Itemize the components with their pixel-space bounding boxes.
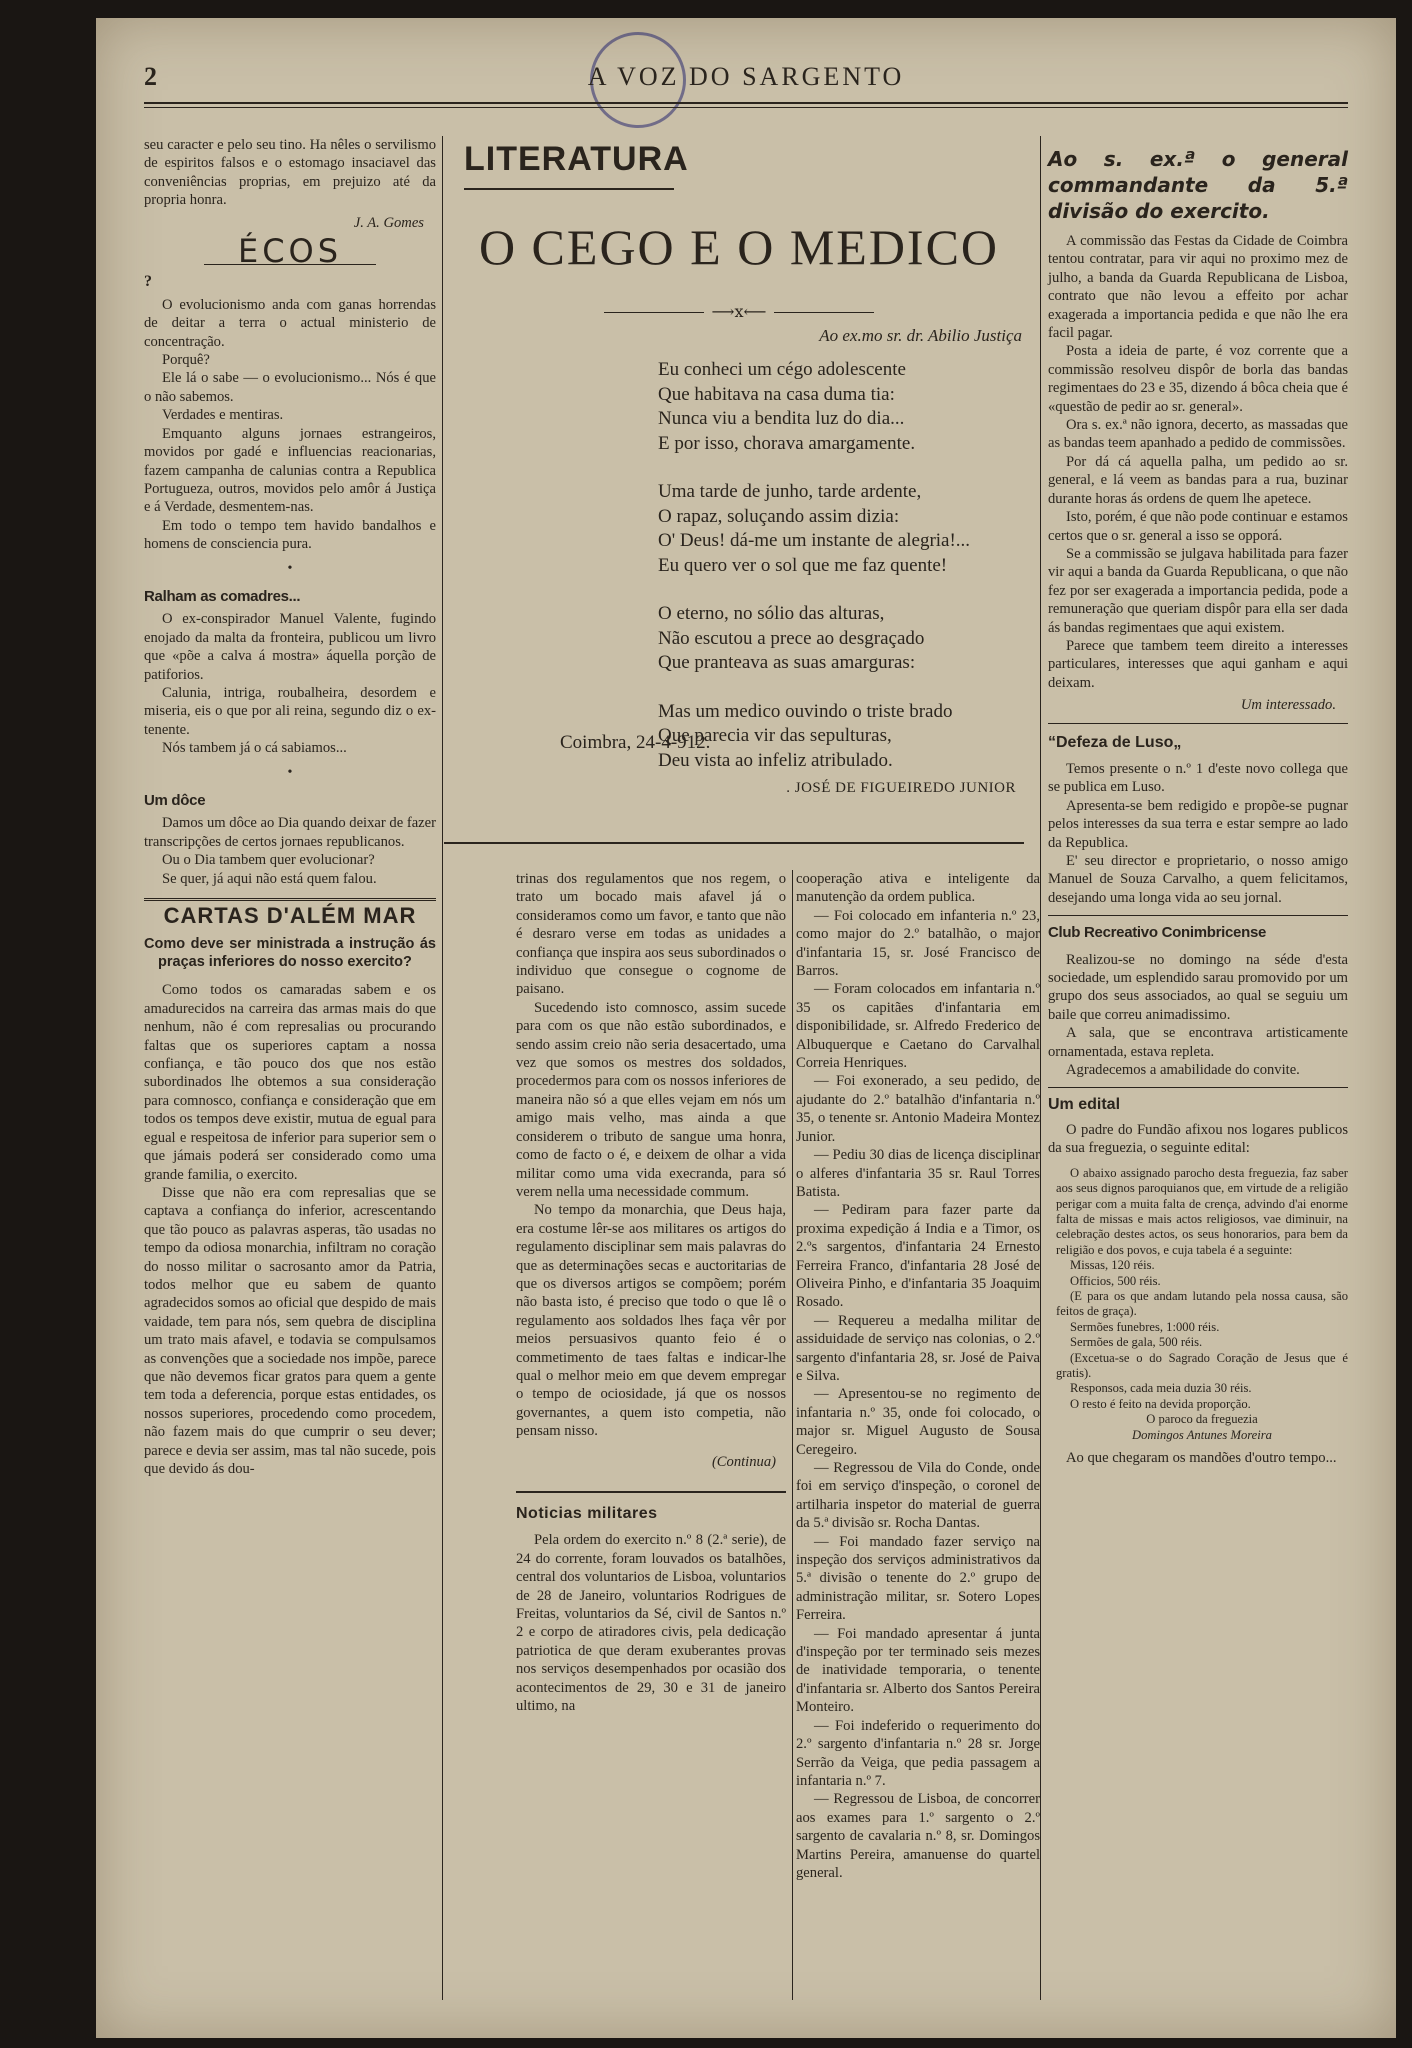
ralham-paragraph: Calunia, intriga, roubalheira, desordem e miseria, eis o que por ali reina, segundo diz o ex-tenente.	[144, 684, 436, 738]
ecos-heading: ÉCOS	[237, 232, 343, 271]
edital-heading: Um edital	[1048, 1096, 1121, 1114]
defeza-paragraph: Temos presente o n.º 1 d'este novo collega que se publica em Luso.	[1048, 760, 1348, 796]
column-divider	[442, 136, 443, 2000]
poem-line: Que habitava na casa duma tia:	[658, 383, 895, 405]
club-paragraph: Agradecemos a amabilidade do convite.	[1066, 1062, 1300, 1079]
poem-line: Eu quero ver o sol que me faz quente!	[658, 554, 948, 576]
separator-dot: •	[287, 764, 293, 780]
edital-line: Missas, 120 réis.	[1070, 1258, 1155, 1273]
noticia-item: — Foi mandado apresentar á junta d'inspeção por ter terminado seis mezes de inatividade temporaria, o tenente d'infantaria sr. Alberto dos Santos Pereira Monteiro.	[796, 1625, 1040, 1716]
doce-heading: Um dôce	[144, 792, 206, 809]
poem-line: Não escutou a prece ao desgraçado	[658, 627, 925, 649]
ecos-paragraph: Emquanto alguns jornaes estrangeiros, movidos por gadé e influencias reacionarias, fazem campanha de calunias contra a Republica Portugueza, outros, movidos pelo amôr á Justiça e á Verdade, desmentem-nas.	[144, 425, 436, 516]
literatura-bottom-rule	[444, 842, 1024, 844]
poem-dedication: Ao ex.mo sr. dr. Abilio Justiça	[819, 326, 1022, 345]
column-1	[144, 136, 436, 1478]
noticia-item: — Foi indeferido o requerimento do 2.º sargento d'infantaria n.º 28 sr. Jorge Serrão da Veiga, que pedia passagem a infantaria n.º 7.	[796, 1717, 1040, 1789]
edital-line: Officios, 500 réis.	[1070, 1273, 1161, 1288]
poem-line: O' Deus! dá-me um instante de alegria!...	[658, 530, 971, 551]
separator-dot: •	[287, 560, 293, 576]
general-heading: Ao s. ex.ª o general commandante da 5.ª divisão do exercito.	[1048, 147, 1348, 223]
intro-signature: J. A. Gomes	[353, 214, 424, 231]
ecos-paragraph: Porquê?	[162, 352, 210, 369]
poem-line: O rapaz, soluçando assim dizia:	[658, 505, 900, 527]
general-signature: Um interessado.	[1240, 697, 1336, 714]
defeza-paragraph: Apresenta-se bem redigido e propõe-se pugnar pelos interesses da sua terra e estar sempre ao lado da Republica.	[1048, 797, 1348, 851]
ornament-divider	[604, 302, 874, 322]
ecos-paragraph: Em todo o tempo tem havido bandalhos e homens de consciencia pura.	[144, 517, 436, 553]
literatura-underline	[464, 188, 674, 190]
edital-signer-title: O paroco da freguezia	[1146, 1412, 1258, 1427]
poem-line: Que parecia vir das sepulturas,	[658, 725, 892, 746]
ornament-glyph: ⟶ⅹ⟵	[704, 304, 775, 321]
poem-stanza	[658, 480, 970, 578]
club-heading: Club Recreativo Conimbricense	[1048, 924, 1267, 942]
ecos-paragraph: Ele lá o sabe — o evolucionismo... Nós é que o não sabemos.	[144, 370, 436, 405]
noticias-rule	[516, 1491, 786, 1493]
edital-line: (Excetua-se o do Sagrado Coração de Jesus que é gratis).	[1056, 1350, 1348, 1380]
poem-line: O eterno, no sólio das alturas,	[658, 603, 885, 624]
noticia-item: — Pediram para fazer parte da proxima expedição á India e a Timor, os 2.ºs sargentos, d'infantaria 24 Ernesto Ferreira Franco, d'infantaria 28 José de Oliveira Pinho, e d'infantaria 35 Joaquim Rosado.	[796, 1202, 1040, 1311]
column-divider	[1040, 136, 1041, 2000]
noticia-item: — Regressou de Vila do Conde, onde foi em serviço d'inspeção, o coronel de artilharia inspetor do material de guerra da 5.ª divisão sr. Rocha Dantas.	[796, 1460, 1040, 1532]
section-rule	[1048, 915, 1348, 916]
edital-line: Responsos, cada meia duzia 30 réis.	[1070, 1381, 1252, 1396]
continua-label: (Continua)	[711, 1453, 776, 1470]
noticia-item: — Foi exonerado, a seu pedido, de ajudante do 2.º batalhão d'infantaria n.º 35, o tenente sr. Antonio Madeira Montez Junior.	[796, 1073, 1040, 1145]
noticias-heading: Noticias militares	[516, 1505, 658, 1522]
poem-line: Uma tarde de junho, tarde ardente,	[658, 481, 922, 502]
ecos-paragraph: Verdades e mentiras.	[162, 407, 284, 424]
poem-author: . JOSÉ DE FIGUEIREDO JUNIOR	[786, 780, 1016, 796]
cartas-subheading: Como deve ser ministrada a instrução ás praças inferiores do nosso exercito?	[144, 936, 436, 971]
poem-line: E por isso, chorava amargamente.	[658, 432, 916, 454]
ralham-paragraph: O ex-conspirador Manuel Valente, fugindo enojado da malta da fronteira, publicou um livro que «põe a calva á mostra» áquella porção de patiforios.	[144, 611, 436, 683]
edital-intro: O padre do Fundão afixou nos logares publicos da sua freguezia, o seguinte edital:	[1048, 1121, 1348, 1157]
general-paragraph: Ora s. ex.ª não ignora, decerto, as massadas que as bandas teem apanhado a pedido de commissões.	[1048, 417, 1348, 452]
noticia-item: — Foi mandado fazer serviço na inspeção dos serviços administrativos da 5.ª divisão o tenente do 2.º grupo de administração militar, sr. Sotero Lopes Ferreira.	[796, 1533, 1040, 1624]
header-rule	[144, 102, 1348, 108]
general-paragraph: Parece que tambem teem direito a interesses particulares, interesses que aqui ganham e aqui deixam.	[1048, 637, 1348, 691]
general-paragraph: Isto, porém, é que não pode continuar e estamos certos que o sr. general a isso se opporá.	[1048, 509, 1348, 544]
cartas-continued-paragraph: trinas dos regulamentos que nos regem, o trato um bocado mais afavel já o consideramos como um favor, e tanto que não é desraro verse em todas as unidades a confiança que inspira aos seus subordinados o individuo que consegue o cognome de paisano.	[516, 871, 786, 998]
poem-place-date: Coimbra, 24-4-912.	[560, 732, 711, 753]
ecos-paragraph: O evolucionismo anda com ganas horrendas de deitar a terra o actual ministerio de concentração.	[144, 296, 436, 350]
intro-paragraph: seu caracter e pelo seu tino. Ha nêles o servilismo de espiritos falsos e o estomago insaciavel das conveniências proprias, em prejuizo até da propria honra.	[144, 137, 436, 209]
club-paragraph: A sala, que se encontrava artisticamente ornamentada, estava repleta.	[1048, 1025, 1348, 1060]
newspaper-page	[96, 18, 1396, 2038]
defeza-heading: “Defeza de Luso„	[1048, 733, 1182, 751]
defeza-paragraph: E' seu director e proprietario, o nosso amigo Manuel de Souza Carvalho, a quem felicitamos, desejando uma longa vida ao seu jornal.	[1048, 853, 1348, 906]
column-4	[1048, 136, 1348, 1467]
noticia-item: — Requereu a medalha militar de assiduidade de serviço nas colonias, o 2.º sargento d'infantaria 28, sr. José de Paiva e Silva.	[796, 1312, 1040, 1384]
noticia-item: — Foi colocado em infanteria n.º 23, como major do 2.º batalhão, o major d'infantaria 15, sr. José Francisco de Barros.	[796, 907, 1040, 980]
poem-line: Deu vista ao infeliz atribulado.	[658, 749, 893, 771]
edital-line: O resto é feito na devida proporção.	[1070, 1396, 1251, 1411]
general-paragraph: Posta a ideia de parte, é voz corrente que a commissão resolveu dispôr de borla das bandas regimentaes do 23 e 35, dizendo á bôca cheia que é «questão de pedir ao sr. general».	[1048, 343, 1348, 415]
poem-stanza	[658, 602, 970, 676]
section-rule	[1048, 723, 1348, 724]
cartas-continued-paragraph: Sucedendo isto comnosco, assim sucede para com os que não estão subordinados, e sendo assim creio não seria desacertado, uma vez que somos os mestres dos soldados, procedermos para com os nossos inferiores de maneira não só a que elles vejam em nós um amigo mais velho, mas ainda a que considerem o tributo de sangue uma honra, como de facto o é, e deixem de olhar a vida militar como uma vida execranda, para só verem nella uma necessidade commum.	[516, 999, 786, 1200]
edital-line: (E para os que andam lutando pela nossa causa, são feitos de graça).	[1056, 1288, 1348, 1319]
edital-line: O abaixo assignado parocho desta freguezia, faz saber aos seus dignos paroquianos que, em virtude de a religião perigar com a muita falta de crença, advindo d'ai enorme falta de missas e mais actos religiosos, vae diminuir, na celebração destes actos, os seus honorarios, para bem da religião e dos povos, e cuja tabela é a seguinte:	[1056, 1165, 1348, 1257]
doce-paragraph: Ou o Dia tambem quer evolucionar?	[162, 852, 375, 869]
masthead: A VOZ DO SARGENTO	[587, 62, 905, 91]
edital-text	[1056, 1166, 1348, 1443]
ralham-heading: Ralham as comadres...	[144, 587, 301, 605]
edital-signer-name: Domingos Antunes Moreira	[1132, 1427, 1272, 1442]
noticia-item: — Apresentou-se no regimento de infantaria n.º 35, onde foi colocado, o major sr. Miguel Augusto de Sousa Ceregeiro.	[796, 1386, 1040, 1458]
column-3	[796, 870, 1040, 1882]
cartas-heading: CARTAS D'ALÉM MAR	[163, 903, 417, 929]
ralham-paragraph: Nós tambem já o cá sabiamos...	[162, 740, 347, 757]
cartas-continued-paragraph: No tempo da monarchia, que Deus haja, era costume lêr-se aos militares os artigos do regulamento disciplinar sem mais palavras do que as determinações secas e auctoritarias de que os diversos artigos se compõem; porém não basta isto, é preciso que todo o que lê o regulamento aos soldados lhes faça vêr por meios persuasivos quanto feio é o commetimento de taes faltas e indicar-lhe qual o melhor meio em que devem empregar o tempo de ociosidade, já que os nossos governantes, a quem isto competia, não pensam nisso.	[516, 1202, 786, 1440]
section-rule	[1048, 1087, 1348, 1088]
edital-line: Sermões de gala, 500 réis.	[1070, 1335, 1203, 1350]
general-paragraph: Por dá cá aquella palha, um pedido ao sr. general, e lá veem as bandas para a rua, buzinar durante horas ás ordens de quem lhe apetece.	[1048, 453, 1348, 507]
cartas-paragraph: Disse que não era com represalias que se captava a confiança do inferior, acrescentando que tão pouco as palavras asperas, tão usadas no tempo da odiosa monarchia, infiltram no coração do nosso militar o sacrosanto amor da Patria, todos melhor que eu sabem de quanto agradecidos somos ao oficial que despido de mais vaidade, tem para nós, sem quebra de disciplina um trato mais afavel, e todavia se compulsamos as convenções que a sociedade nos impõe, parece que não devemos ficar gratos para quem a gente tem toda a deferencia, porque estas entidades, os nossos superiores, procedendo como procedem, não fazem mais do que cumprir o seu dever; parece e devia ser assim, mas tal não sucede, pois que devido ás dou-	[144, 1184, 436, 1477]
noticia-item: — Pediu 30 dias de licença disciplinar o alferes d'infantaria 35 sr. Raul Torres Batista.	[796, 1147, 1040, 1200]
noticia-item: cooperação ativa e inteligente da manutenção da ordem publica.	[796, 871, 1040, 906]
poem-line: Mas um medico ouvindo o triste brado	[658, 700, 953, 722]
column-2	[516, 870, 786, 1715]
question-mark: ?	[144, 273, 152, 291]
poem-line: Nunca viu a bendita luz do dia...	[658, 408, 905, 429]
poem-line: Que pranteava as suas amarguras:	[658, 652, 916, 673]
poem-line: Eu conheci um cégo adolescente	[658, 359, 906, 380]
noticia-item: — Regressou de Lisboa, de concorrer aos exames para 1.º sargento o 2.º sargento de cavalaria n.º 8, sr. Domingos Martins Pereira, amanuense do quartel general.	[796, 1791, 1040, 1881]
doce-paragraph: Damos um dôce ao Dia quando deixar de fazer transcripções de certos jornaes republicanos.	[144, 815, 436, 850]
noticia-item: — Foram colocados em infantaria n.º 35 os capitães d'infantaria em disponibilidade, sr. Alfredo Frederico de Albuquerque e Caetano do Carvalhal Correia Henriques.	[796, 981, 1040, 1072]
page-number: 2	[144, 62, 157, 91]
poem-title: O CEGO E O MEDICO	[478, 219, 1000, 275]
general-paragraph: A commissão das Festas da Cidade de Coimbra tentou contratar, para vir aqui no proximo mez de julho, a banda da Guarda Republicana de Lisboa, contrato que não levou a effeito por achar exagerada a importancia pedida e que não lhe era facil pagar.	[1048, 233, 1348, 342]
column-divider	[792, 870, 793, 2000]
literatura-heading: LITERATURA	[464, 140, 689, 178]
edital-outro: Ao que chegaram os mandões d'outro tempo...	[1066, 1450, 1337, 1466]
poem-stanza	[658, 358, 970, 456]
literatura-box	[444, 122, 1034, 822]
cartas-rule	[144, 898, 436, 901]
doce-paragraph: Se quer, já aqui não está quem falou.	[162, 870, 377, 887]
general-paragraph: Se a commissão se julgava habilitada para fazer vir aqui a banda da Guarda Republicana, o que não fez por ser exagerada a importancia pedida, pode a remuneração que queriam dispôr para ella ser dada ás bandas regimentaes que aqui existem.	[1048, 545, 1348, 636]
noticias-paragraph: Pela ordem do exercito n.º 8 (2.ª serie), de 24 do corrente, foram louvados os batalhões, central dos voluntarios de Lisboa, voluntarios de 28 de Janeiro, voluntarios Rodrigues de Freitas, voluntarios da Sé, civil de Santos n.º 2 e corpo de atiradores civis, pela dedicação patriotica de que deram exuberantes provas nos serviços desempenhados por ocasião dos acontecimentos de 29, 30 e 31 de janeiro ultimo, na	[516, 1532, 786, 1715]
edital-line: Sermões funebres, 1:000 réis.	[1070, 1319, 1220, 1334]
cartas-paragraph: Como todos os camaradas sabem e os amadurecidos na carreira das armas mais do que nenhum, não é com represalias ou procurando faltas que os superiores captam a nossa confiança, e tão pouco dos que nos estão subordinados lhe obtemos a sua consideração para comnosco, confiança e consideração que em todos os tempos deve existir, mutua de egual para egual e respeitosa de inferior para superior sem o que jámais poderá ser considerado como uma grande familia, o exercito.	[144, 982, 436, 1183]
club-paragraph: Realizou-se no domingo na séde d'esta sociedade, um esplendido sarau promovido por um grupo dos seus associados, ao qual se seguiu um baile que correu animadissimo.	[1048, 951, 1348, 1023]
